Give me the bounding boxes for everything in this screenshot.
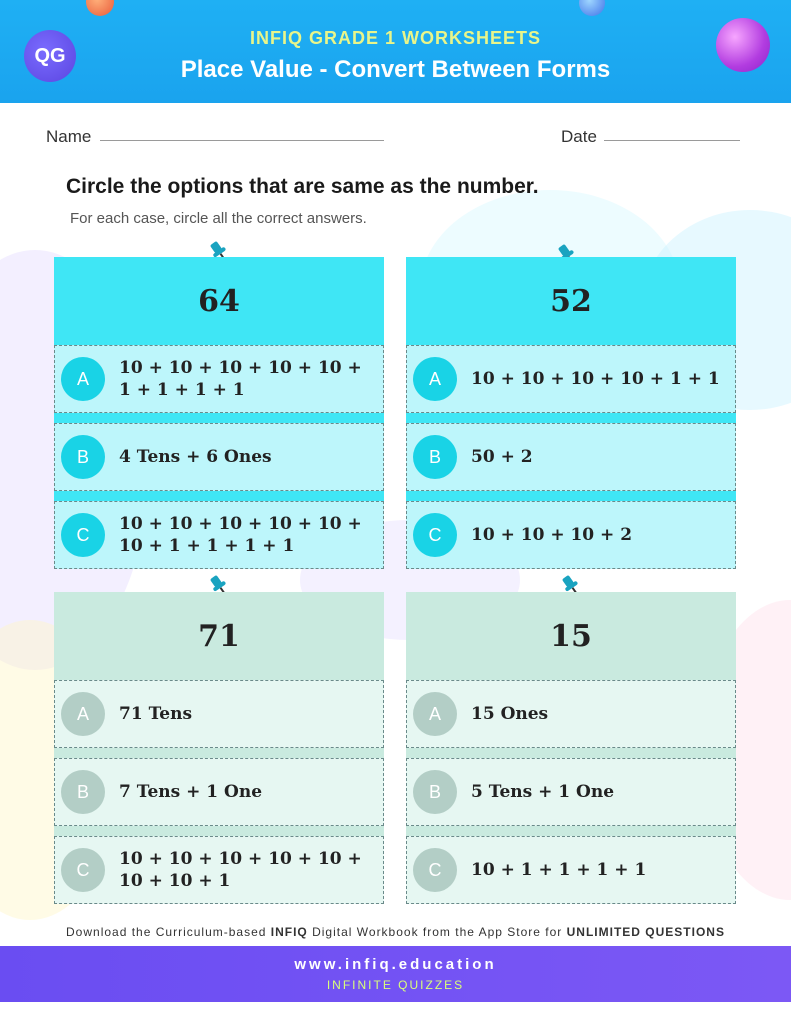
option-text: 10 + 10 + 10 + 10 + 10 + 10 + 10 + 1 (119, 848, 362, 891)
option-letter-badge: A (61, 692, 105, 736)
target-number: 52 (406, 257, 736, 345)
option-text: 71 Tens (119, 703, 193, 724)
footer-url-link[interactable]: www.infiq.education (294, 956, 497, 973)
option-letter-badge: B (61, 770, 105, 814)
question-card (54, 257, 384, 569)
option-letter-badge: C (413, 513, 457, 557)
option-letter-badge: C (61, 848, 105, 892)
option-letter-badge: A (413, 692, 457, 736)
note-emphasis: UNLIMITED QUESTIONS (566, 925, 725, 939)
decorative-ball (579, 0, 605, 16)
note-prefix: Download the Curriculum-based (66, 925, 271, 939)
instruction-heading: Circle the options that are same as the number. (66, 175, 539, 198)
target-number: 71 (54, 592, 384, 680)
option-text: 15 Ones (471, 703, 549, 724)
option-a[interactable] (406, 680, 736, 748)
name-line[interactable] (100, 140, 384, 141)
option-a[interactable] (54, 680, 384, 748)
option-text: 10 + 1 + 1 + 1 + 1 (471, 859, 647, 880)
footer-tagline: INFINITE QUIZZES (326, 978, 465, 992)
option-b[interactable] (54, 758, 384, 826)
header-banner (0, 0, 791, 103)
option-b[interactable] (406, 423, 736, 491)
option-letter-badge: B (413, 435, 457, 479)
option-letter-badge: B (61, 435, 105, 479)
footer-banner (0, 946, 791, 1002)
option-c[interactable] (54, 501, 384, 569)
option-letter-badge: B (413, 770, 457, 814)
target-number: 64 (54, 257, 384, 345)
question-card (54, 592, 384, 904)
option-text: 4 Tens + 6 Ones (119, 446, 272, 467)
option-text: 10 + 10 + 10 + 10 + 10 + 10 + 1 + 1 + 1 + 1 (119, 513, 362, 556)
option-text: 50 + 2 (471, 446, 533, 467)
option-text: 10 + 10 + 10 + 2 (471, 524, 633, 545)
option-text: 10 + 10 + 10 + 10 + 10 + 1 + 1 + 1 + 1 (119, 357, 362, 400)
note-middle: Digital Workbook from the App Store for (307, 925, 567, 939)
option-a[interactable] (54, 345, 384, 413)
target-number: 15 (406, 592, 736, 680)
date-line[interactable] (604, 140, 740, 141)
note-brand: INFIQ (270, 925, 308, 939)
option-text: 10 + 10 + 10 + 10 + 1 + 1 (471, 368, 720, 389)
option-c[interactable] (406, 501, 736, 569)
option-letter-badge: A (61, 357, 105, 401)
page-title: Place Value - Convert Between Forms (180, 56, 611, 83)
option-b[interactable] (54, 423, 384, 491)
question-card (406, 592, 736, 904)
brand-title: INFIQ GRADE 1 WORKSHEETS (249, 28, 542, 48)
option-c[interactable] (406, 836, 736, 904)
download-note (0, 925, 791, 939)
option-text: 7 Tens + 1 One (119, 781, 263, 802)
option-letter-badge: C (413, 848, 457, 892)
option-text: 5 Tens + 1 One (471, 781, 615, 802)
decorative-ball (86, 0, 114, 16)
option-a[interactable] (406, 345, 736, 413)
option-c[interactable] (54, 836, 384, 904)
logo-text: QG (34, 44, 66, 67)
name-label: Name (46, 127, 92, 146)
option-letter-badge: C (61, 513, 105, 557)
option-letter-badge: A (413, 357, 457, 401)
date-label: Date (561, 127, 597, 146)
instruction-subheading: For each case, circle all the correct answers. (70, 210, 367, 227)
option-b[interactable] (406, 758, 736, 826)
question-card (406, 257, 736, 569)
